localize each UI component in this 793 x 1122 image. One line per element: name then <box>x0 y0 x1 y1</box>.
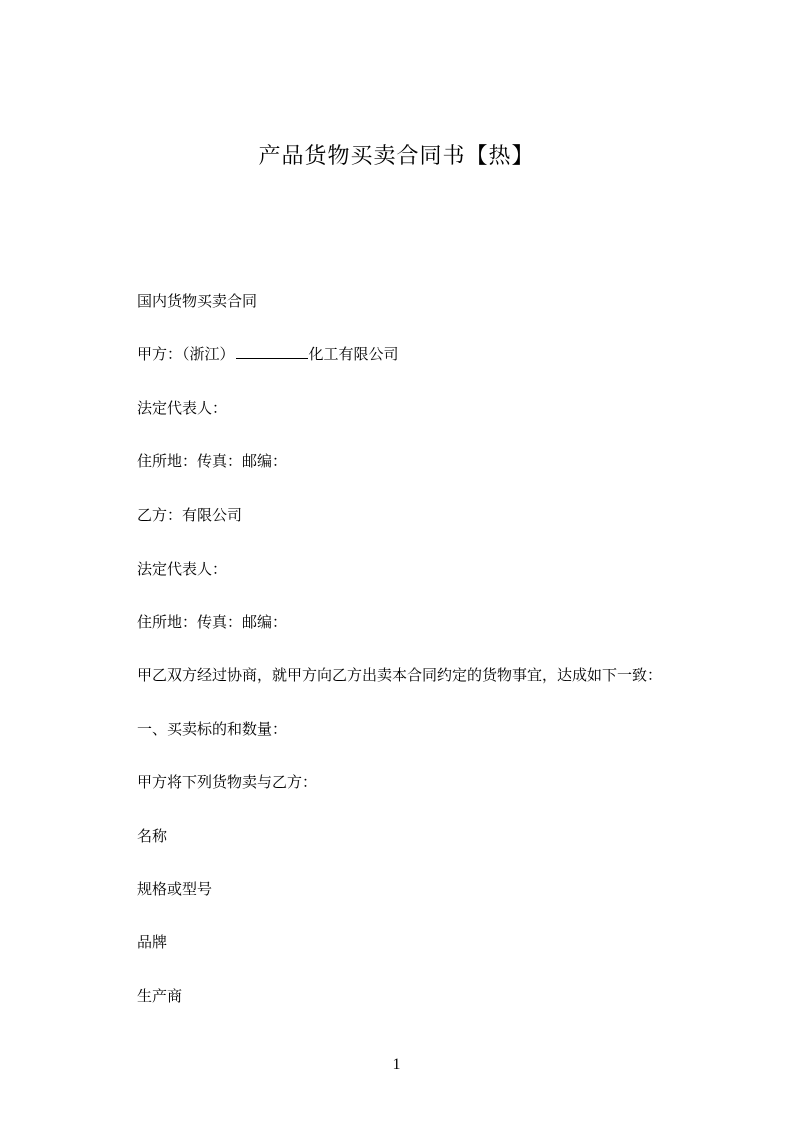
party-a-address-line: 住所地：传真：邮编： <box>137 452 288 470</box>
field-name: 名称 <box>137 827 168 845</box>
contract-type-heading: 国内货物买卖合同 <box>137 292 258 310</box>
party-b-address-line: 住所地：传真：邮编： <box>137 613 288 631</box>
party-b-line: 乙方：有限公司 <box>137 506 243 524</box>
party-a-label: 甲方：（浙江） <box>137 345 235 363</box>
field-brand: 品牌 <box>137 933 168 951</box>
section-1-heading: 一、买卖标的和数量： <box>137 720 288 738</box>
goods-intro: 甲方将下列货物卖与乙方： <box>137 773 318 791</box>
field-spec-model: 规格或型号 <box>137 880 213 898</box>
fill-in-blank <box>236 344 308 359</box>
party-a-legal-representative: 法定代表人： <box>137 399 228 417</box>
agreement-preamble: 甲乙双方经过协商，就甲方向乙方出卖本合同约定的货物事宜，达成如下一致： <box>137 666 663 684</box>
field-manufacturer: 生产商 <box>137 987 183 1005</box>
document-title: 产品货物买卖合同书【热】 <box>258 144 535 169</box>
page-number: 1 <box>392 1056 401 1073</box>
party-b-legal-representative: 法定代表人： <box>137 560 228 578</box>
party-a-company-suffix: 化工有限公司 <box>308 345 399 363</box>
party-a-line <box>137 344 399 364</box>
